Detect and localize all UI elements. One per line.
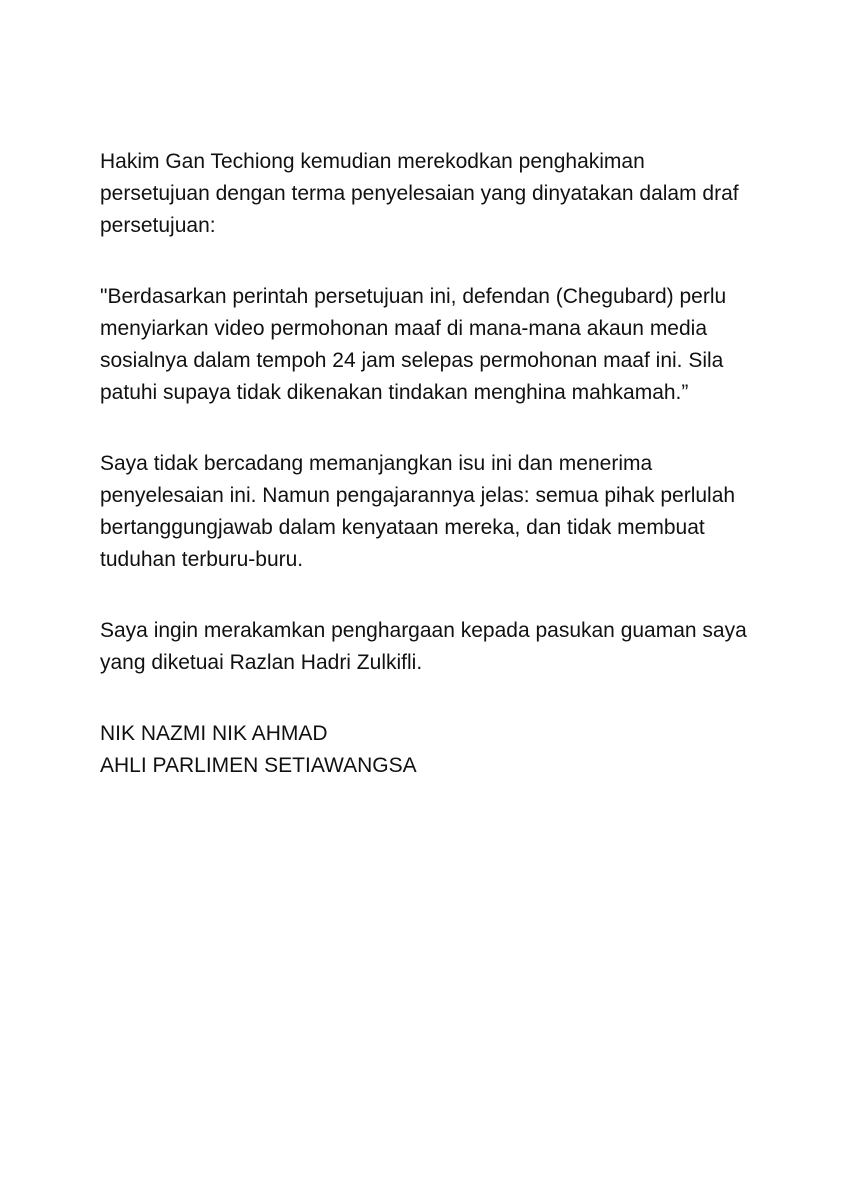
text-line: menyiarkan video permohonan maaf di mana-mana akaun media [100, 317, 708, 340]
signature-title: AHLI PARLIMEN SETIAWANGSA [100, 754, 417, 777]
text-line: persetujuan: [100, 214, 216, 237]
paragraph-statement [100, 448, 780, 576]
signature-name: NIK NAZMI NIK AHMAD [100, 722, 328, 745]
text-line: Hakim Gan Techiong kemudian merekodkan penghakiman [100, 150, 645, 173]
text-line: patuhi supaya tidak dikenakan tindakan menghina mahkamah.” [100, 381, 689, 404]
text-line: Saya ingin merakamkan penghargaan kepada pasukan guaman saya [100, 619, 747, 642]
paragraph-quoted-order [100, 281, 780, 409]
text-line: sosialnya dalam tempoh 24 jam selepas permohonan maaf ini. Sila [100, 349, 724, 372]
text-line: tuduhan terburu-buru. [100, 548, 304, 571]
text-line: yang diketuai Razlan Hadri Zulkifli. [100, 651, 423, 674]
document-body [100, 146, 780, 782]
text-line: bertanggungjawab dalam kenyataan mereka, dan tidak membuat [100, 516, 705, 539]
signature-block [100, 718, 780, 782]
text-line: "Berdasarkan perintah persetujuan ini, defendan (Chegubard) perlu [100, 285, 727, 308]
text-line: Saya tidak bercadang memanjangkan isu ini dan menerima [100, 452, 653, 475]
text-line: penyelesaian ini. Namun pengajarannya jelas: semua pihak perlulah [100, 484, 736, 507]
text-line: persetujuan dengan terma penyelesaian yang dinyatakan dalam draf [100, 182, 739, 205]
paragraph-judgment-record [100, 146, 780, 242]
paragraph-acknowledgement [100, 615, 780, 679]
